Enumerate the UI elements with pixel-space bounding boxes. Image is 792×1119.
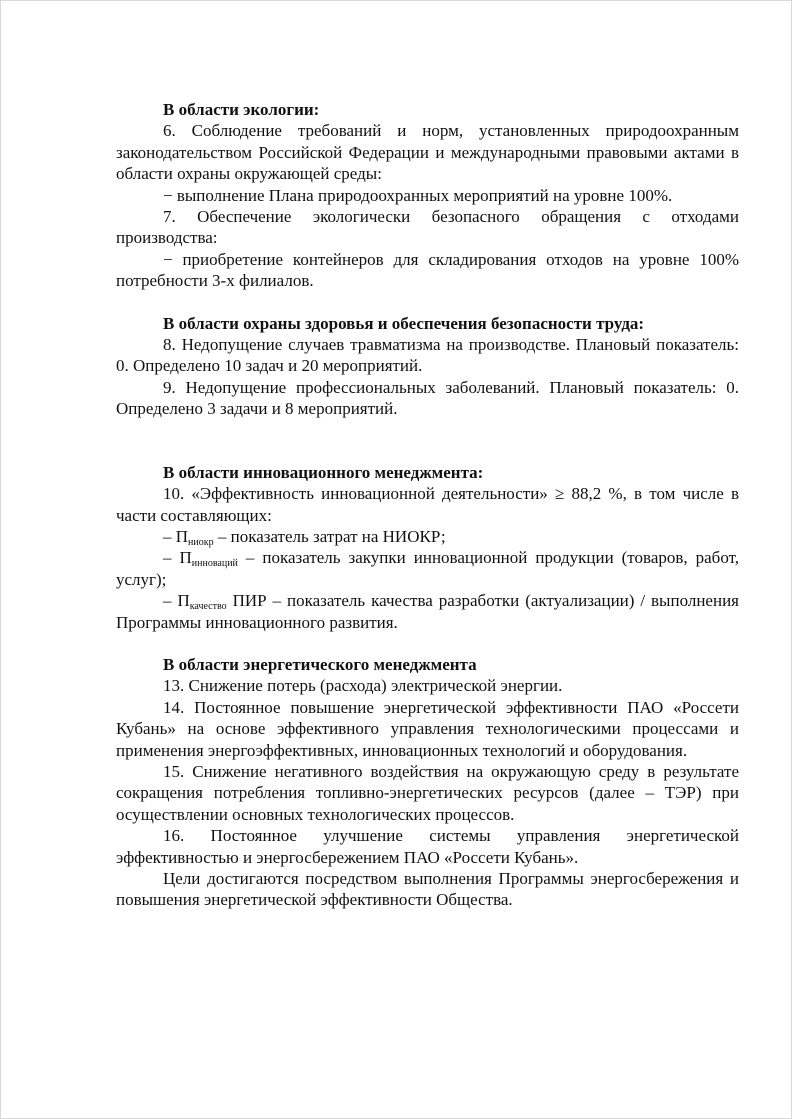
paragraph-9: 9. Недопущение профессиональных заболеваний. Плановый показатель: 0. Определено 3 задачи и 8 мероприятий. <box>116 377 739 419</box>
bullet-subscript: инноваций <box>191 558 238 570</box>
bullet-text: – показатель затрат на НИОКР; <box>213 526 446 546</box>
paragraph-15: 15. Снижение негативного воздействия на окружающую среду в результате сокращения потребления топливно-энергетических ресурсов (далее – ТЭР) при осуществлении основных технологических процессов. <box>116 761 739 824</box>
bullet-niokr <box>116 526 739 547</box>
paragraph-16: 16. Постоянное улучшение системы управления энергетической эффективностью и энергосбережением ПАО «Россети Кубань». <box>116 826 739 867</box>
document-body <box>116 99 739 911</box>
paragraph-13: 13. Снижение потерь (расхода) электрической энергии. <box>163 676 563 696</box>
closing-paragraph: Цели достигаются посредством выполнения Программы энергосбережения и повышения энергетической эффективности Общества. <box>116 869 739 910</box>
bullet-prefix: – П <box>163 526 189 546</box>
bullet-subscript: качество <box>189 601 227 613</box>
bullet-6: − выполнение Плана природоохранных мероприятий на уровне 100%. <box>163 185 673 205</box>
heading-innovation: В области инновационного менеджмента: <box>163 462 484 482</box>
bullet-text: – показатель закупки инновационной продукции (товаров, работ, услуг); <box>116 548 739 589</box>
bullet-text: ПИР – показатель качества разработки (актуализации) / выполнения Программы инновационного развития. <box>116 591 739 632</box>
paragraph-7: 7. Обеспечение экологически безопасного обращения с отходами производства: <box>116 207 739 248</box>
section-spacer <box>116 420 739 462</box>
section-spacer <box>116 292 739 313</box>
paragraph-6: 6. Соблюдение требований и норм, установленных природоохранным законодательством Российской Федерации и международными правовыми актами в области охраны окружающей среды: <box>116 121 739 184</box>
paragraph-14: 14. Постоянное повышение энергетической эффективности ПАО «Россети Кубань» на основе эффективного управления технологическими процессами и применения энергоэффективных, инновационных технологий и оборудования. <box>116 697 739 760</box>
bullet-quality <box>116 590 739 633</box>
bullet-prefix: – П <box>163 548 192 568</box>
heading-energy: В области энергетического менеджмента <box>163 654 477 674</box>
paragraph-8: 8. Недопущение случаев травматизма на производстве. Плановый показатель: 0. Определено 10 задач и 20 мероприятий. <box>116 335 739 376</box>
heading-ecology: В области экологии: <box>163 100 320 119</box>
paragraph-10: 10. «Эффективность инновационной деятельности» ≥ 88,2 %, в том числе в части составляющих: <box>116 484 739 525</box>
bullet-subscript: ниокр <box>188 536 214 548</box>
bullet-prefix: – П <box>163 591 190 611</box>
section-spacer <box>116 633 739 654</box>
bullet-7: − приобретение контейнеров для складирования отходов на уровне 100% потребности 3-х филиалов. <box>116 249 739 291</box>
bullet-innovations <box>116 547 739 590</box>
heading-safety: В области охраны здоровья и обеспечения безопасности труда: <box>163 313 645 333</box>
